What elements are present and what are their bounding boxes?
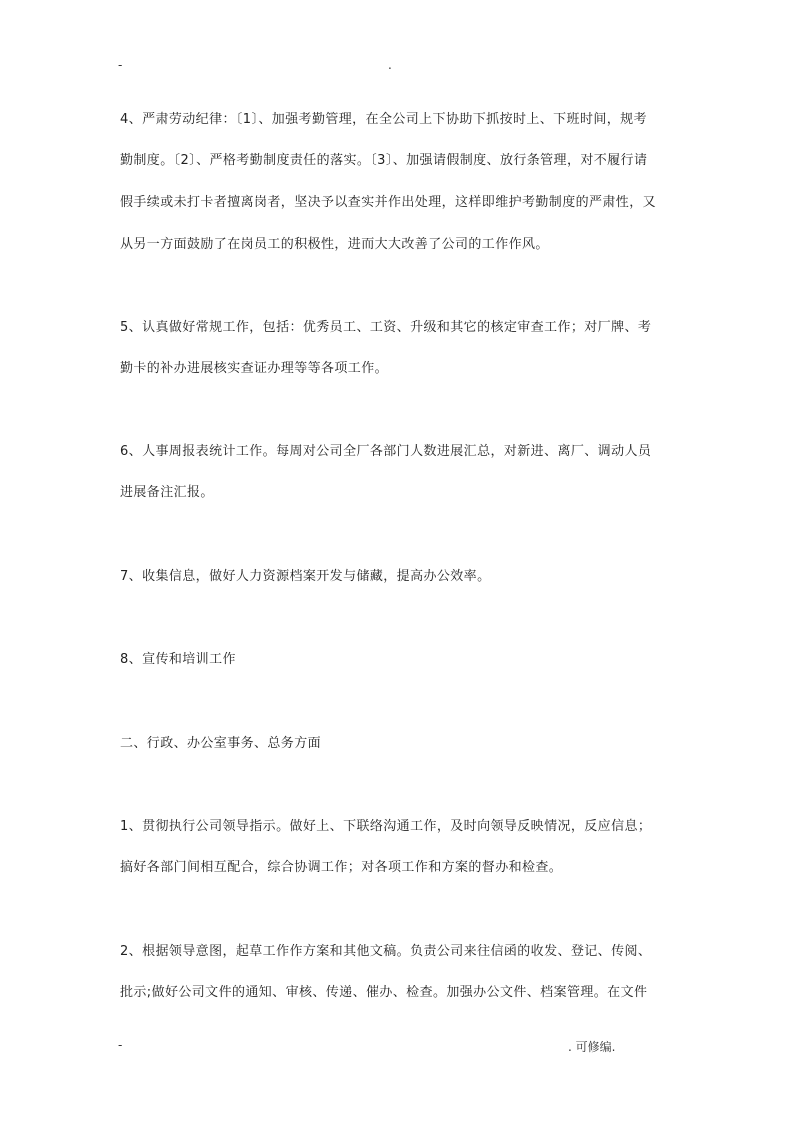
para-8-line-1: 8、宣传和培训工作 xyxy=(120,652,236,667)
header-left-mark: - xyxy=(118,58,123,72)
para-s1-line-1: 1、贯彻执行公司领导指示。做好上、下联络沟通工作，及时向领导反映情况，反应信息； xyxy=(120,819,652,834)
para-4-line-1: 4、严肃劳动纪律：〔1〕、加强考勤管理，在全公司上下协助下抓按时上、下班时间，规考 xyxy=(120,112,647,127)
header-right-mark: . xyxy=(388,58,392,72)
footer-editable-note: . 可修编. xyxy=(568,1040,616,1054)
section-heading: 二、行政、办公室事务、总务方面 xyxy=(120,736,322,751)
page-footer xyxy=(0,1038,794,1058)
para-6-line-2: 进展备注汇报。 xyxy=(120,485,214,500)
para-5-line-1: 5、认真做好常规工作，包括：优秀员工、工资、升级和其它的核定审查工作；对厂牌、考 xyxy=(120,320,652,335)
para-s2-line-2: 批示;做好公司文件的通知、审核、传递、催办、检查。加强办公文件、档案管理。在文件 xyxy=(120,985,648,1000)
page-header xyxy=(0,58,794,78)
para-6-line-1: 6、人事周报表统计工作。每周对公司全厂各部门人数进展汇总，对新进、离厂、调动人员 xyxy=(120,444,652,459)
para-4-line-2: 勤制度。〔2〕、严格考勤制度责任的落实。〔3〕、加强请假制度、放行条管理，对不履行请 xyxy=(120,153,648,168)
footer-left-mark: - xyxy=(118,1038,123,1052)
para-s1-line-2: 搞好各部门间相互配合，综合协调工作；对各项工作和方案的督办和检查。 xyxy=(120,860,563,875)
para-4-line-3: 假手续或未打卡者擅离岗者，坚决予以查实并作出处理，这样即维护考勤制度的严肃性，又 xyxy=(120,195,657,210)
para-s2-line-1: 2、根据领导意图，起草工作作方案和其他文稿。负责公司来往信函的收发、登记、传阅、 xyxy=(120,944,652,959)
para-5-line-2: 勤卡的补办进展核实查证办理等等各项工作。 xyxy=(120,361,389,376)
para-4-line-4: 从另一方面鼓励了在岗员工的积极性，进而大大改善了公司的工作作风。 xyxy=(120,237,549,252)
para-7-line-1: 7、收集信息，做好人力资源档案开发与储藏，提高办公效率。 xyxy=(120,569,491,584)
